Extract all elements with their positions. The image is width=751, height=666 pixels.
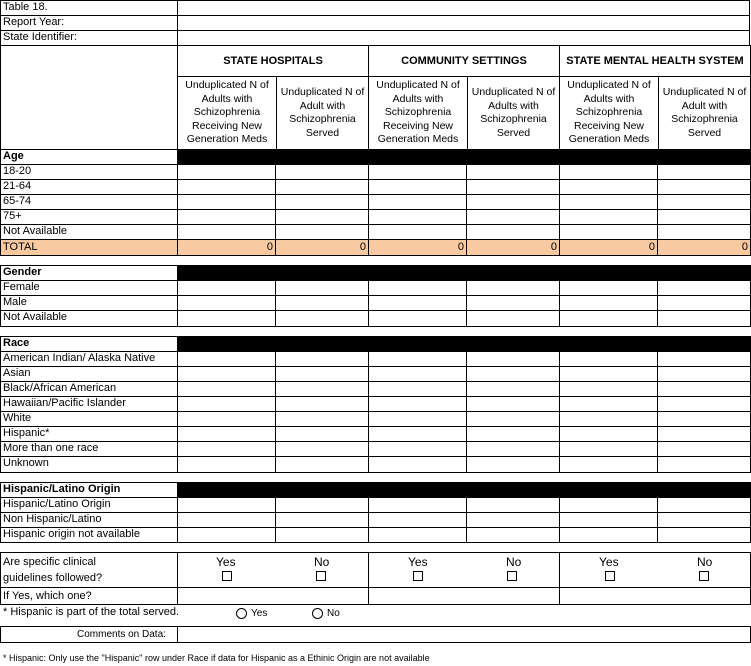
total-value: 0 <box>550 241 557 253</box>
col-line <box>657 351 658 473</box>
footnote: * Hispanic: Only use the "Hispanic" row under Race if data for Hispanic as a Ethinic Origin are not available <box>3 653 430 663</box>
col-line <box>177 482 178 543</box>
total-label: TOTAL <box>3 241 38 253</box>
row-line <box>0 512 751 513</box>
row-line <box>0 441 751 442</box>
race-row-label: American Indian/ Alaska Native <box>3 352 156 364</box>
col-line <box>559 280 560 327</box>
yes-label: Yes <box>599 555 619 569</box>
row-line <box>0 295 751 296</box>
gender-row-label: Female <box>3 281 40 293</box>
age-row-label: 21-64 <box>3 180 32 192</box>
race-row-label: Black/African American <box>3 382 117 394</box>
gender-title: Gender <box>3 266 42 278</box>
subheader-smhs-new-gen: Unduplicated N of Adults with Schizophrenia Receiving New Generation Meds <box>559 76 659 150</box>
col-line <box>657 497 658 543</box>
row-line <box>0 209 751 210</box>
total-value: 0 <box>266 241 273 253</box>
no-label: No <box>697 555 713 569</box>
yes-label: Yes <box>408 555 428 569</box>
gender-header-bar <box>177 265 751 280</box>
row-line <box>0 411 751 412</box>
group-header-community-settings: COMMUNITY SETTINGS <box>368 45 560 77</box>
column-header-label-cell <box>0 45 178 150</box>
gender-row-label: Not Available <box>3 311 68 323</box>
guidelines-no-checkbox[interactable] <box>507 571 517 581</box>
col-line <box>275 497 276 543</box>
subheader-cs-served: Unduplicated N of Adults with Schizophrenia Served <box>467 76 560 150</box>
age-header-bar <box>177 149 751 164</box>
col-line <box>177 149 178 256</box>
guidelines-no-checkbox[interactable] <box>316 571 326 581</box>
race-row-label: White <box>3 412 32 424</box>
hispanic-row-label: Hispanic origin not available <box>3 528 140 540</box>
row-line <box>0 366 751 367</box>
header-right-line <box>749 0 750 46</box>
subheader-sh-new-gen: Unduplicated N of Adults with Schizophrenia Receiving New Generation Meds <box>177 76 277 150</box>
guidelines-yes-checkbox[interactable] <box>222 571 232 581</box>
row-line <box>0 280 751 281</box>
col-line <box>466 351 467 473</box>
hispanic-yes-radio[interactable] <box>236 608 247 619</box>
guidelines-question: guidelines followed? <box>3 572 103 584</box>
which-guideline-label: If Yes, which one? <box>3 590 92 602</box>
col-line <box>368 497 369 543</box>
age-row-label: 18-20 <box>3 165 32 177</box>
row-line <box>0 164 751 165</box>
total-value: 0 <box>648 241 655 253</box>
hispanic-note: * Hispanic is part of the total served. <box>3 606 180 618</box>
col-line <box>559 497 560 543</box>
total-value: 0 <box>741 241 748 253</box>
race-row-label: More than one race <box>3 442 99 454</box>
col-line <box>657 280 658 327</box>
row-line <box>0 194 751 195</box>
row-line <box>0 426 751 427</box>
which-guideline-input-smhs[interactable] <box>560 588 750 604</box>
col-line <box>275 280 276 327</box>
which-guideline-input-sh[interactable] <box>178 588 368 604</box>
report-year-input[interactable] <box>179 16 749 29</box>
guidelines-yes-checkbox[interactable] <box>413 571 423 581</box>
age-row-label: 65-74 <box>3 195 32 207</box>
hispanic-no-label: No <box>327 608 340 619</box>
race-header-bar <box>177 336 751 351</box>
report-year-label: Report Year: <box>3 16 65 28</box>
no-label: No <box>314 555 330 569</box>
age-title: Age <box>3 150 24 162</box>
col-line <box>177 336 178 473</box>
col-line <box>275 351 276 473</box>
col-line <box>177 265 178 327</box>
group-header-state-mental-health-system: STATE MENTAL HEALTH SYSTEM <box>559 45 751 77</box>
hispanic-row-label: Hispanic/Latino Origin <box>3 498 111 510</box>
row-line <box>0 310 751 311</box>
row-line <box>0 224 751 225</box>
state-identifier-label: State Identifier: <box>3 31 77 43</box>
row-line <box>0 239 751 240</box>
col-line <box>466 497 467 543</box>
table-label: Table 18. <box>3 1 48 13</box>
state-identifier-input[interactable] <box>179 31 749 45</box>
comments-label: Comments on Data: <box>77 629 166 640</box>
hispanic-title: Hispanic/Latino Origin <box>3 483 121 495</box>
yes-label: Yes <box>216 555 236 569</box>
hispanic-yes-label: Yes <box>251 608 268 619</box>
race-row-label: Hawaiian/Pacific Islander <box>3 397 126 409</box>
guidelines-question: Are specific clinical <box>3 556 96 568</box>
col-line <box>368 280 369 327</box>
subheader-smhs-served: Unduplicated N of Adult with Schizophrenia Served <box>658 76 751 150</box>
age-row-label: 75+ <box>3 210 22 222</box>
col-line <box>466 280 467 327</box>
comments-input[interactable] <box>178 627 750 642</box>
col-line <box>368 351 369 473</box>
total-value: 0 <box>359 241 366 253</box>
no-label: No <box>506 555 522 569</box>
race-row-label: Unknown <box>3 457 49 469</box>
subheader-sh-served: Unduplicated N of Adult with Schizophrenia Served <box>276 76 369 150</box>
header-top-line <box>178 0 750 1</box>
age-row-label: Not Available <box>3 225 68 237</box>
row-line <box>0 456 751 457</box>
gender-row-label: Male <box>3 296 27 308</box>
race-row-label: Hispanic* <box>3 427 50 439</box>
race-row-label: Asian <box>3 367 31 379</box>
hispanic-row-label: Non Hispanic/Latino <box>3 513 102 525</box>
hispanic-header-bar <box>177 482 751 497</box>
group-header-state-hospitals: STATE HOSPITALS <box>177 45 369 77</box>
row-line <box>0 179 751 180</box>
guidelines-yes-checkbox[interactable] <box>605 571 615 581</box>
hispanic-no-radio[interactable] <box>312 608 323 619</box>
row-line <box>0 497 751 498</box>
total-value: 0 <box>457 241 464 253</box>
subheader-cs-new-gen: Unduplicated N of Adults with Schizophrenia Receiving New Generation Meds <box>368 76 468 150</box>
guidelines-no-checkbox[interactable] <box>699 571 709 581</box>
col-line <box>559 351 560 473</box>
race-title: Race <box>3 337 30 349</box>
which-guideline-input-cs[interactable] <box>369 588 559 604</box>
